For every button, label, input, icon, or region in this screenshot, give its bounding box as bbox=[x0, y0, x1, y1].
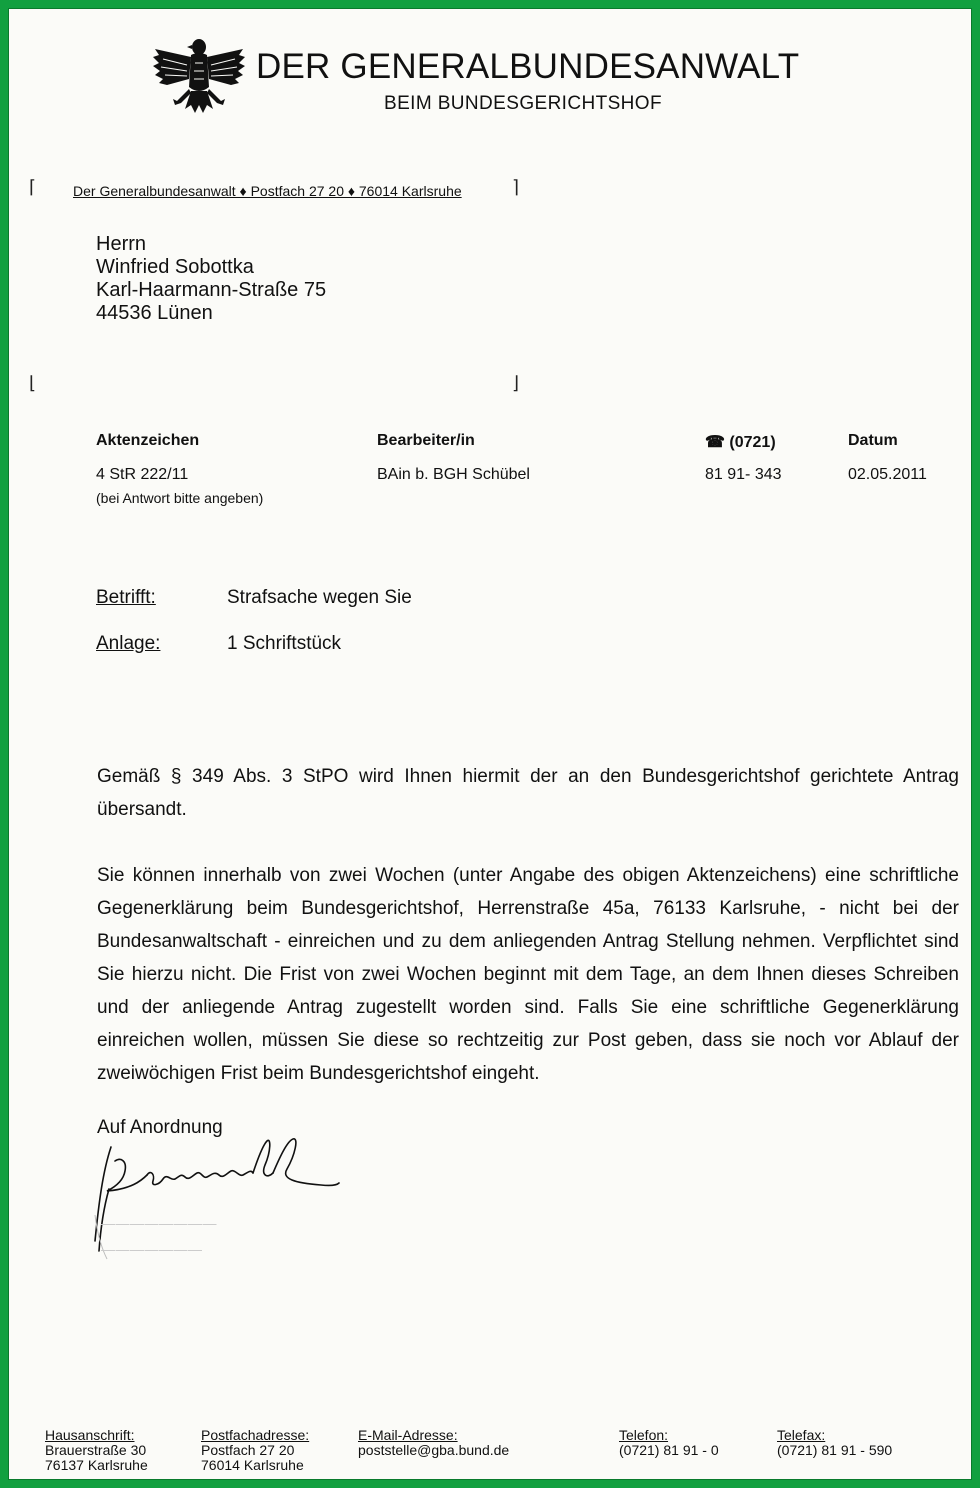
body-paragraph-2: Sie können innerhalb von zwei Wochen (unter Angabe des obigen Aktenzeichens) eine schriftliche Gegenerklärung beim Bundesgerichtshof, Herrenstraße 45a, 76133 Karlsruhe, - nicht bei der Bundesanwaltschaft - einreichen und zu dem anliegenden Antrag Stellung nehmen. Verpflichtet sind Sie hierzu nicht. Die Frist von zwei Wochen beginnt mit dem Tage, an dem Ihnen dieses Schreiben und der anliegende Antrag zugestellt worden sind. Falls Sie eine schriftliche Gegenerklärung einreichen wollen, müssen Sie diese so rechtzeitig zur Post geben, dass sie noch vor Ablauf der zweiwöchigen Frist beim Bundesgerichtshof eingeht. bbox=[97, 865, 959, 1084]
window-corner-top-right: ⌉ bbox=[512, 177, 520, 198]
file-ref-label: Aktenzeichen bbox=[96, 432, 200, 449]
eagle-emblem-icon bbox=[151, 35, 247, 119]
phone-header bbox=[705, 432, 776, 452]
subject-value: Strafsache wegen Sie bbox=[227, 587, 412, 608]
body-paragraph-1: Gemäß § 349 Abs. 3 StPO wird Ihnen hiermit der an den Bundesgerichtshof gerichtete Antrag übersandt. bbox=[97, 766, 959, 820]
date-value: 02.05.2011 bbox=[848, 466, 927, 483]
footer-phone-value: (0721) 81 91 - 0 bbox=[619, 1442, 719, 1458]
recipient-salutation: Herrn bbox=[96, 233, 147, 255]
footer-email bbox=[358, 1428, 509, 1458]
phone-icon: ☎ bbox=[705, 434, 725, 451]
letterhead-subtitle: BEIM BUNDESGERICHTSHOF bbox=[384, 93, 662, 114]
window-corner-bottom-left: ⌊ bbox=[29, 373, 37, 394]
clerk-value: BAin b. BGH Schübel bbox=[377, 466, 530, 483]
footer-home-label: Hausanschrift: bbox=[45, 1427, 135, 1443]
phone-extension: 81 91- 343 bbox=[705, 466, 782, 483]
closing-line: Auf Anordnung bbox=[97, 1117, 223, 1138]
footer-phone bbox=[619, 1428, 719, 1458]
faded-stamp-text-2: ——————— bbox=[101, 1241, 203, 1257]
footer-fax-label: Telefax: bbox=[777, 1427, 826, 1443]
footer-fax-value: (0721) 81 91 - 590 bbox=[777, 1442, 893, 1458]
enclosure-label: Anlage: bbox=[96, 633, 161, 654]
letter-page bbox=[8, 8, 972, 1480]
footer-phone-label: Telefon: bbox=[619, 1427, 669, 1443]
window-corner-bottom-right: ⌋ bbox=[512, 373, 520, 394]
file-ref-note: (bei Antwort bitte angeben) bbox=[96, 490, 264, 506]
faded-stamp-text-1: ———————— bbox=[101, 1215, 217, 1231]
footer-po-label: Postfachadresse: bbox=[201, 1427, 310, 1443]
recipient-name: Winfried Sobottka bbox=[96, 256, 254, 278]
recipient-street: Karl-Haarmann-Straße 75 bbox=[96, 279, 327, 301]
return-address: Der Generalbundesanwalt ♦ Postfach 27 20 ♦ 76014 Karlsruhe bbox=[73, 183, 462, 199]
footer-email-label: E-Mail-Adresse: bbox=[358, 1427, 458, 1443]
footer-po-address bbox=[201, 1428, 309, 1473]
window-corner-top-left: ⌈ bbox=[29, 177, 37, 198]
date-label: Datum bbox=[848, 432, 898, 449]
footer-email-value: poststelle@gba.bund.de bbox=[358, 1442, 510, 1458]
footer-fax bbox=[777, 1428, 892, 1458]
footer-home-line2: 76137 Karlsruhe bbox=[45, 1457, 148, 1473]
footer-po-line1: Postfach 27 20 bbox=[201, 1442, 295, 1458]
enclosure-value: 1 Schriftstück bbox=[227, 633, 342, 654]
footer-home-address bbox=[45, 1428, 148, 1473]
clerk-label: Bearbeiter/in bbox=[377, 432, 475, 449]
letterhead-title: DER GENERALBUNDESANWALT bbox=[256, 47, 800, 86]
file-ref-value: 4 StR 222/11 bbox=[96, 466, 189, 483]
recipient-city: 44536 Lünen bbox=[96, 302, 213, 324]
subject-label: Betrifft: bbox=[96, 587, 156, 608]
phone-area-code: (0721) bbox=[729, 434, 776, 451]
footer-home-line1: Brauerstraße 30 bbox=[45, 1442, 147, 1458]
footer-po-line2: 76014 Karlsruhe bbox=[201, 1457, 304, 1473]
recipient-address bbox=[96, 233, 326, 325]
